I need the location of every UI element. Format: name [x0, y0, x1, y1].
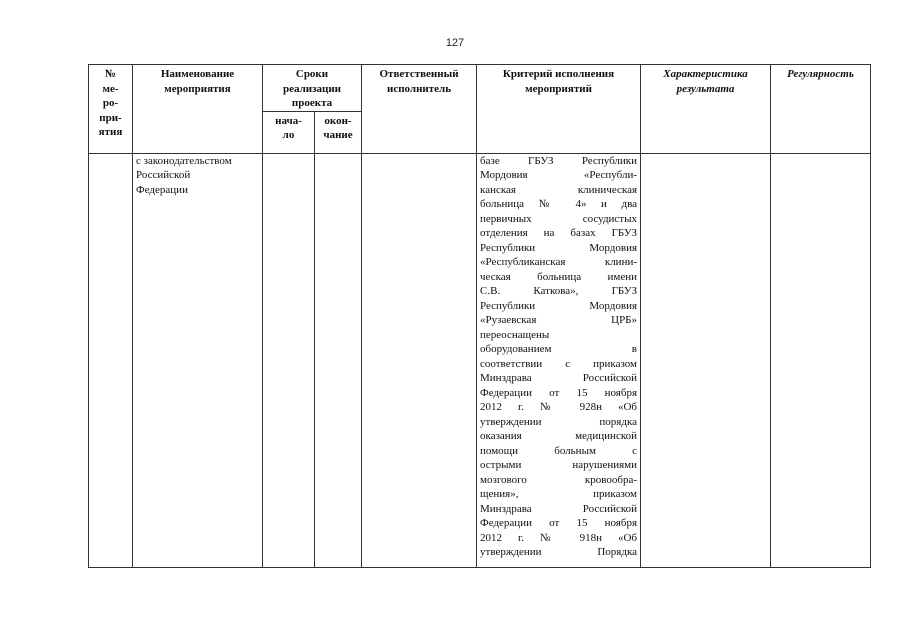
criterion-text-line: щения», приказом	[480, 488, 638, 500]
criterion-text-line: Республики Мордовия	[480, 241, 638, 254]
cell-criterion	[477, 153, 641, 567]
criterion-text-line: ческая больница имени	[480, 270, 638, 283]
criterion-text-line: мозгового кровообра-	[480, 473, 638, 486]
criterion-text-line: Минздрава Российской	[480, 502, 638, 515]
criterion-text-line: помощи больным с	[480, 444, 638, 457]
criterion-text-line: переоснащены	[480, 328, 550, 341]
table-row	[89, 153, 871, 567]
criterion-text-line: базе ГБУЗ Республики	[480, 154, 638, 167]
cell-activity-name: с законодательством Российской Федерации	[133, 153, 263, 567]
criterion-text-line: оборудованием в	[480, 343, 638, 355]
header-criterion: Критерий исполнения мероприятий	[477, 65, 641, 154]
header-end: окон- чание	[315, 111, 362, 153]
criterion-text-line: Минздрава Российской	[480, 372, 638, 384]
table-header-row	[89, 65, 871, 112]
activities-table	[88, 64, 871, 568]
cell-start	[263, 153, 315, 567]
cell-responsible	[362, 153, 477, 567]
criterion-text-line: С.В. Каткова», ГБУЗ	[480, 285, 638, 297]
criterion-text-line: канская клиническая	[480, 183, 638, 196]
criterion-text-line: Мордовия «Республи-	[480, 169, 638, 181]
header-terms: Сроки реализации проекта	[263, 65, 362, 112]
criterion-text-line: отделения на базах ГБУЗ	[480, 227, 638, 239]
header-start: нача- ло	[263, 111, 315, 153]
criterion-text-line: Федерации от 15 ноября	[480, 386, 638, 399]
cell-result	[641, 153, 771, 567]
criterion-text-line: утверждении порядка	[480, 415, 638, 428]
criterion-text-line: 2012 г. № 918н «Об	[480, 531, 638, 544]
criterion-text-line: первичных сосудистых	[480, 212, 638, 225]
criterion-text-line: больница № 4» и два	[480, 198, 638, 210]
header-regularity: Регулярность	[771, 65, 871, 154]
criterion-text-line: Федерации от 15 ноября	[480, 517, 638, 529]
header-responsible: Ответственный исполнитель	[362, 65, 477, 154]
criterion-text-line: оказания медицинской	[480, 430, 638, 442]
header-number: № ме- ро- при- ятия	[89, 65, 133, 154]
criterion-text-line: соответствии с приказом	[480, 357, 638, 370]
criterion-text-line: 2012 г. № 928н «Об	[480, 401, 638, 413]
cell-regularity	[771, 153, 871, 567]
criterion-text-line: утверждении Порядка	[480, 546, 638, 558]
criterion-text-line: Республики Мордовия	[480, 299, 638, 312]
page-number: 127	[445, 37, 465, 49]
criterion-text-line: «Республиканская клини-	[480, 256, 638, 268]
criterion-text-line: острыми нарушениями	[480, 459, 638, 471]
cell-end	[315, 153, 362, 567]
cell-number	[89, 153, 133, 567]
header-activity-name: Наименование мероприятия	[133, 65, 263, 154]
criterion-text-line: «Рузаевская ЦРБ»	[480, 314, 638, 326]
header-result: Характеристика результата	[641, 65, 771, 154]
